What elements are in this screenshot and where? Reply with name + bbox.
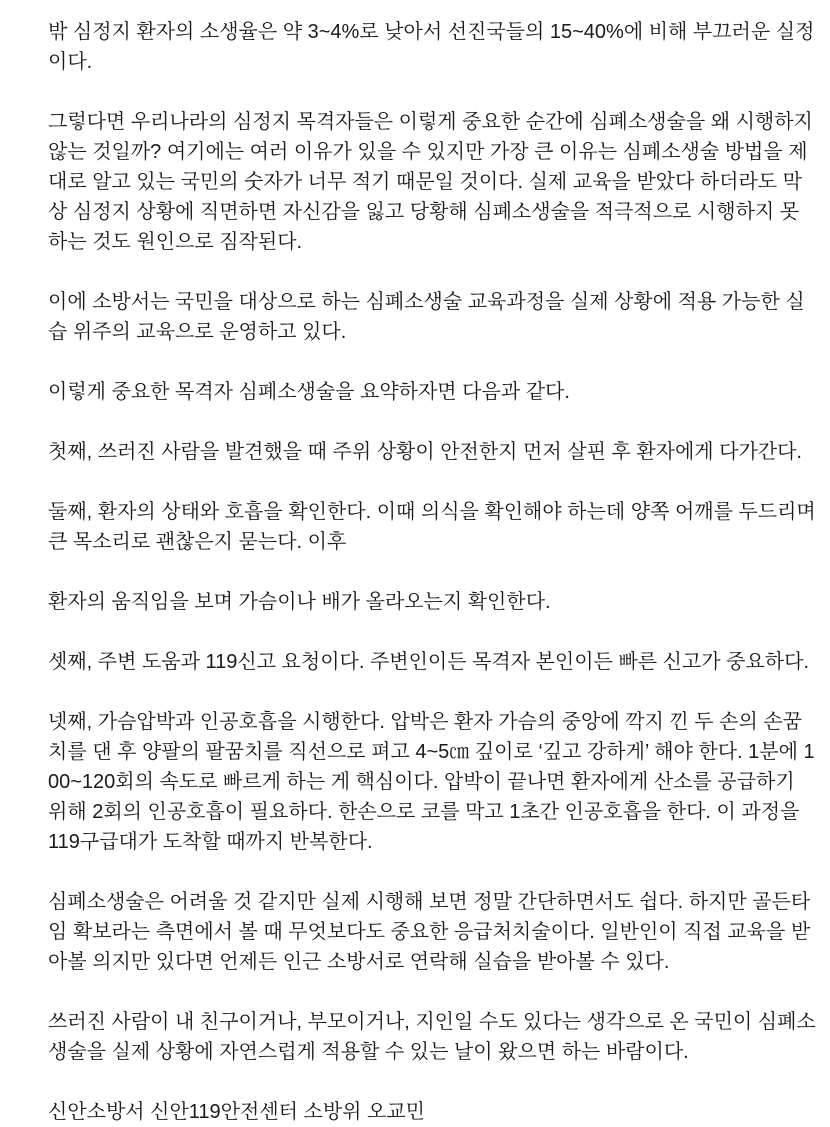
- paragraph-step-second: 둘째, 환자의 상태와 호흡을 확인한다. 이때 의식을 확인해야 하는데 양쪽 어깨를 두드리며 큰 목소리로 괜찮은지 묻는다. 이후: [48, 501, 816, 553]
- author-byline: 신안소방서 신안119안전센터 소방위 오교민: [48, 1101, 425, 1123]
- paragraph-why-not-performed: 그렇다면 우리나라의 심정지 목격자들은 이렇게 중요한 순간에 심폐소생술을 왜 시행하지 않는 것일까? 여기에는 여러 이유가 있을 수 있지만 가장 큰 이유는 심폐소생술 방법을 제대로 알고 있는 국민의 숫자가 너무 적기 때문일 것이다. 실제 교육을 받았다 하더라도 막상 심정지 상황에 직면하면 자신감을 잃고 당황해 심폐소생술을 적극적으로 시행하지 못하는 것도 원인으로 짐작된다.: [48, 111, 813, 253]
- paragraph-cpr-is-easy: 심폐소생술은 어려울 것 같지만 실제 시행해 보면 정말 간단하면서도 쉽다. 하지만 골든타임 확보라는 측면에서 볼 때 무엇보다도 중요한 응급처치술이다. 일반인이 직접 교육을 받아볼 의지만 있다면 언제든 인근 소방서로 연락해 실습을 받아볼 수 있다.: [48, 891, 811, 973]
- paragraph-step-fourth: 넷째, 가슴압박과 인공호흡을 시행한다. 압박은 환자 가슴의 중앙에 깍지 낀 두 손의 손꿈치를 댄 후 양팔의 팔꿈치를 직선으로 펴고 4~5㎝ 깊이로 ‘깊고 강하게’ 해야 한다. 1분에 100~120회의 속도로 빠르게 하는 게 핵심이다. 압박이 끝나면 환자에게 산소를 공급하기 위해 2회의 인공호흡이 필요하다. 한손으로 코를 막고 1초간 인공호흡을 한다. 이 과정을 119구급대가 도착할 때까지 반복한다.: [48, 711, 815, 853]
- paragraph-summary-intro: 이렇게 중요한 목격자 심폐소생술을 요약하자면 다음과 같다.: [48, 381, 570, 403]
- paragraph-step-first: 첫째, 쓰러진 사람을 발견했을 때 주위 상황이 안전한지 먼저 살핀 후 환자에게 다가간다.: [48, 441, 802, 463]
- paragraph-check-breathing: 환자의 움직임을 보며 가슴이나 배가 올라오는지 확인한다.: [48, 591, 551, 613]
- paragraph-fire-station-training: 이에 소방서는 국민을 대상으로 하는 심폐소생술 교육과정을 실제 상황에 적용 가능한 실습 위주의 교육으로 운영하고 있다.: [48, 291, 805, 343]
- paragraph-closing-wish: 쓰러진 사람이 내 친구이거나, 부모이거나, 지인일 수도 있다는 생각으로 온 국민이 심폐소생술을 실제 상황에 자연스럽게 적용할 수 있는 날이 왔으면 하는 바람이다.: [48, 1011, 816, 1063]
- paragraph-resuscitation-rate: 밖 심정지 환자의 소생율은 약 3~4%로 낮아서 선진국들의 15~40%에 비해 부끄러운 실정이다.: [48, 21, 815, 73]
- article-body: [48, 17, 816, 1127]
- paragraph-step-third: 셋째, 주변 도움과 119신고 요청이다. 주변인이든 목격자 본인이든 빠른 신고가 중요하다.: [48, 651, 810, 673]
